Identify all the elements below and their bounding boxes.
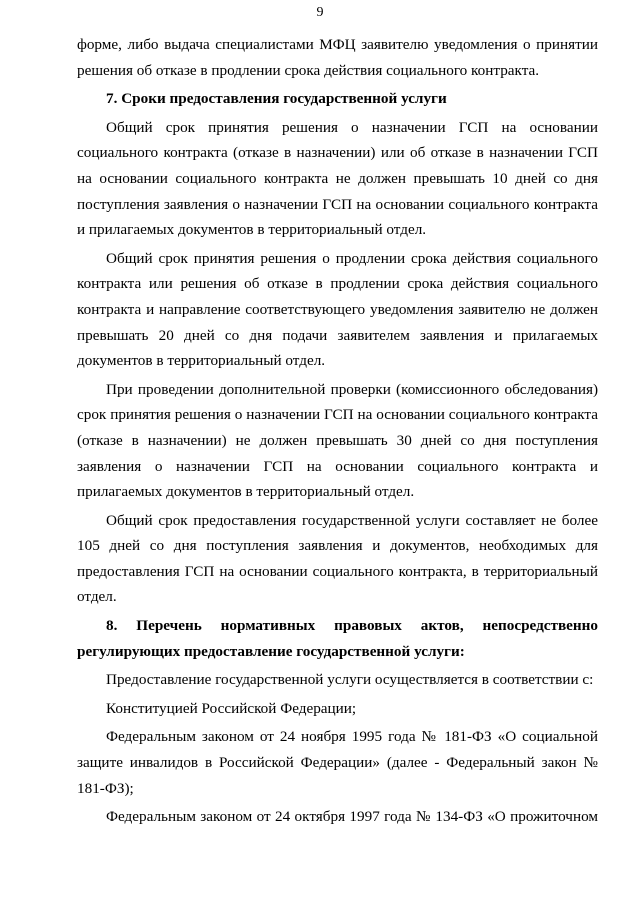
paragraph-additional-check: При проведении дополнительной проверки (комиссионного обследования) срок принятия решения о назначении ГСП на основании социального контракта (отказе в назначении) не должен превышать 30 дней со дня поступления заявления о назначении ГСП на основании социального контракта и прилагаемых документов в территориальный отдел.: [77, 380, 598, 501]
list-item-law-134: Федеральным законом от 24 октября 1997 года № 134-ФЗ «О прожиточном: [106, 808, 598, 826]
paragraph-continuation: форме, либо выдача специалистами МФЦ заявителю уведомления о принятии решения об отказе в продлении срока действия социального контракта.: [77, 36, 598, 79]
paragraph-legal-basis: Предоставление государственной услуги осуществляется в соответствии с:: [106, 671, 594, 689]
paragraph-total-term: Общий срок предоставления государственной услуги составляет не более 105 дней со дня поступления заявления и документов, необходимых для предоставления ГСП на основании социального контракта, в территориальный отдел.: [77, 511, 598, 606]
list-item-constitution: Конституцией Российской Федерации;: [106, 699, 357, 717]
page-number: 9: [316, 5, 324, 20]
paragraph-general-term: Общий срок принятия решения о назначении ГСП на основании социального контракта (отказе в назначении) или об отказе в назначении ГСП на основании социального контракта не должен превышать 10 дней со дня поступления заявления о назначении ГСП на основании социального контракта и прилагаемых документов в территориальный отдел.: [77, 118, 598, 239]
section-8-heading: 8. Перечень нормативных правовых актов, непосредственно регулирующих предоставление государственной услуги:: [77, 617, 598, 660]
list-item-law-181: Федеральным законом от 24 ноября 1995 года № 181-ФЗ «О социальной защите инвалидов в Российской Федерации» (далее - Федеральный закон № 181-ФЗ);: [77, 728, 598, 797]
paragraph-extension-term: Общий срок принятия решения о продлении срока действия социального контракта или решения об отказе в продлении срока действия социального контракта и направление соответствующего уведомления заявителю не должен превышать 20 дней со дня подачи заявителем заявления и прилагаемых документов в территориальный отдел.: [77, 249, 598, 370]
page-content: [77, 32, 598, 830]
section-7-heading: 7. Сроки предоставления государственной услуги: [106, 90, 447, 108]
